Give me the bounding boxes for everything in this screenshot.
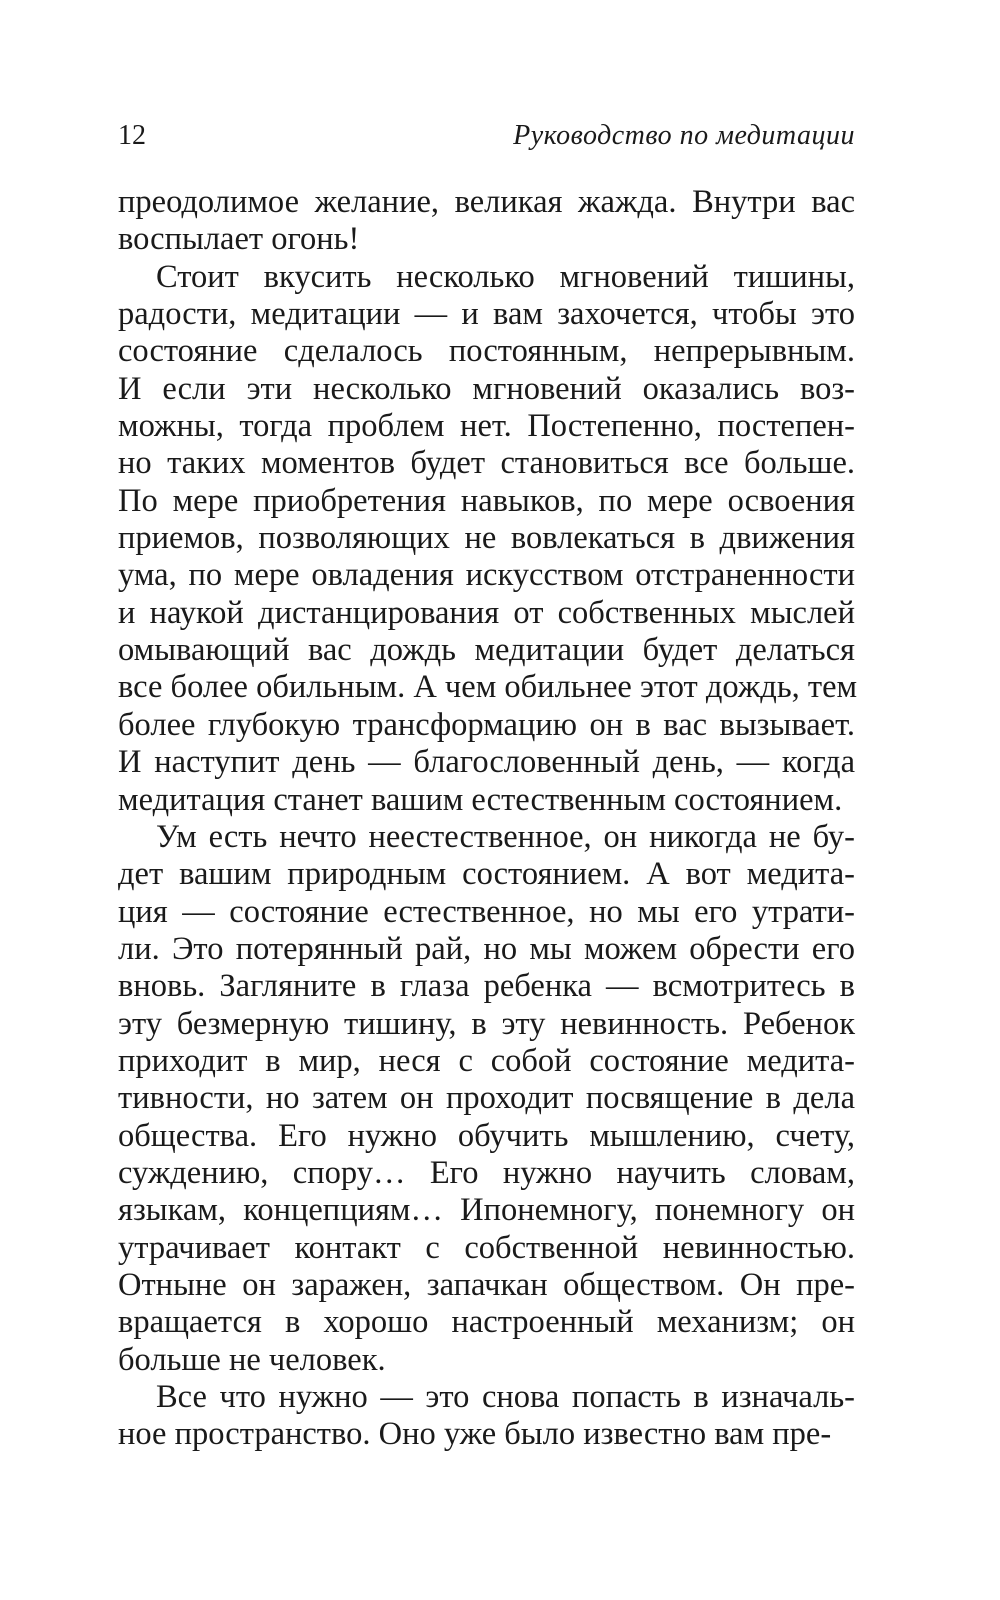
text-line: Ум есть нечто неестественное, он никогда не бу-: [156, 818, 855, 855]
text-line: ция — состояние естественное, но мы его утрати-: [118, 893, 855, 930]
text-line: тивности, но затем он проходит посвящение в дела: [118, 1080, 855, 1117]
page-number: 12: [118, 120, 146, 151]
text-line: ли. Это потерянный рай, но мы можем обрести его: [118, 930, 855, 967]
text-line: радости, медитации — и вам захочется, чтобы это: [118, 296, 855, 333]
paragraph: [118, 184, 855, 259]
text-line: медитация станет вашим естественным состоянием.: [118, 781, 843, 818]
running-title: Руководство по медитации: [513, 120, 855, 151]
text-line: омывающий вас дождь медитации будет делаться: [118, 632, 855, 669]
text-line: языкам, концепциям… Ипонемногу, понемногу он: [118, 1192, 855, 1229]
text-line: По мере приобретения навыков, по мере освоения: [118, 482, 855, 519]
text-line: но таких моментов будет становиться все больше.: [118, 445, 855, 482]
text-line: эту безмерную тишину, в эту невинность. Ребенок: [118, 1005, 855, 1042]
text-line: ума, по мере овладения искусством отстраненности: [118, 557, 855, 594]
text-line: Отныне он заражен, запачкан обществом. Он пре-: [118, 1266, 855, 1303]
text-line: все более обильным. А чем обильнее этот дождь, тем: [118, 669, 858, 706]
text-line: преодолимое желание, великая жажда. Внутри вас: [118, 184, 855, 220]
text-line: приемов, позволяющих не вовлекаться в движения: [118, 520, 855, 557]
text-line: вновь. Загляните в глаза ребенка — всмотритесь в: [118, 968, 855, 1005]
text-line: состояние сделалось постоянным, непрерывным.: [118, 333, 855, 370]
text-line: суждению, спору… Его нужно научить словам,: [118, 1154, 855, 1191]
text-line: ное пространство. Оно уже было известно вам пре-: [118, 1416, 832, 1453]
paragraph: [118, 258, 858, 819]
text-line: И наступит день — благословенный день, — когда: [118, 744, 855, 781]
text-line: и наукой дистанцирования от собственных мыслей: [118, 594, 855, 631]
text-line: И если эти несколько мгновений оказались воз-: [118, 370, 855, 407]
text-line: приходит в мир, неся с собой состояние медита-: [118, 1042, 855, 1079]
text-line: вращается в хорошо настроенный механизм; он: [118, 1304, 855, 1341]
paragraph: [118, 819, 855, 1379]
text-line: можны, тогда проблем нет. Постепенно, постепен-: [118, 408, 855, 445]
text-line: воспылает огонь!: [118, 221, 360, 258]
text-line: больше не человек.: [118, 1341, 386, 1378]
text-line: утрачивает контакт с собственной невинностью.: [118, 1229, 855, 1266]
text-line: Стоит вкусить несколько мгновений тишины,: [156, 258, 855, 295]
body-text: [118, 184, 858, 1454]
running-header: [118, 116, 855, 156]
text-line: Все что нужно — это снова попасть в изначаль-: [156, 1379, 855, 1415]
text-line: более глубокую трансформацию он в вас вызывает.: [118, 706, 855, 743]
text-line: дет вашим природным состоянием. А вот медита-: [118, 856, 855, 893]
text-line: общества. Его нужно обучить мышлению, счету,: [118, 1117, 855, 1154]
paragraph: [118, 1379, 855, 1454]
